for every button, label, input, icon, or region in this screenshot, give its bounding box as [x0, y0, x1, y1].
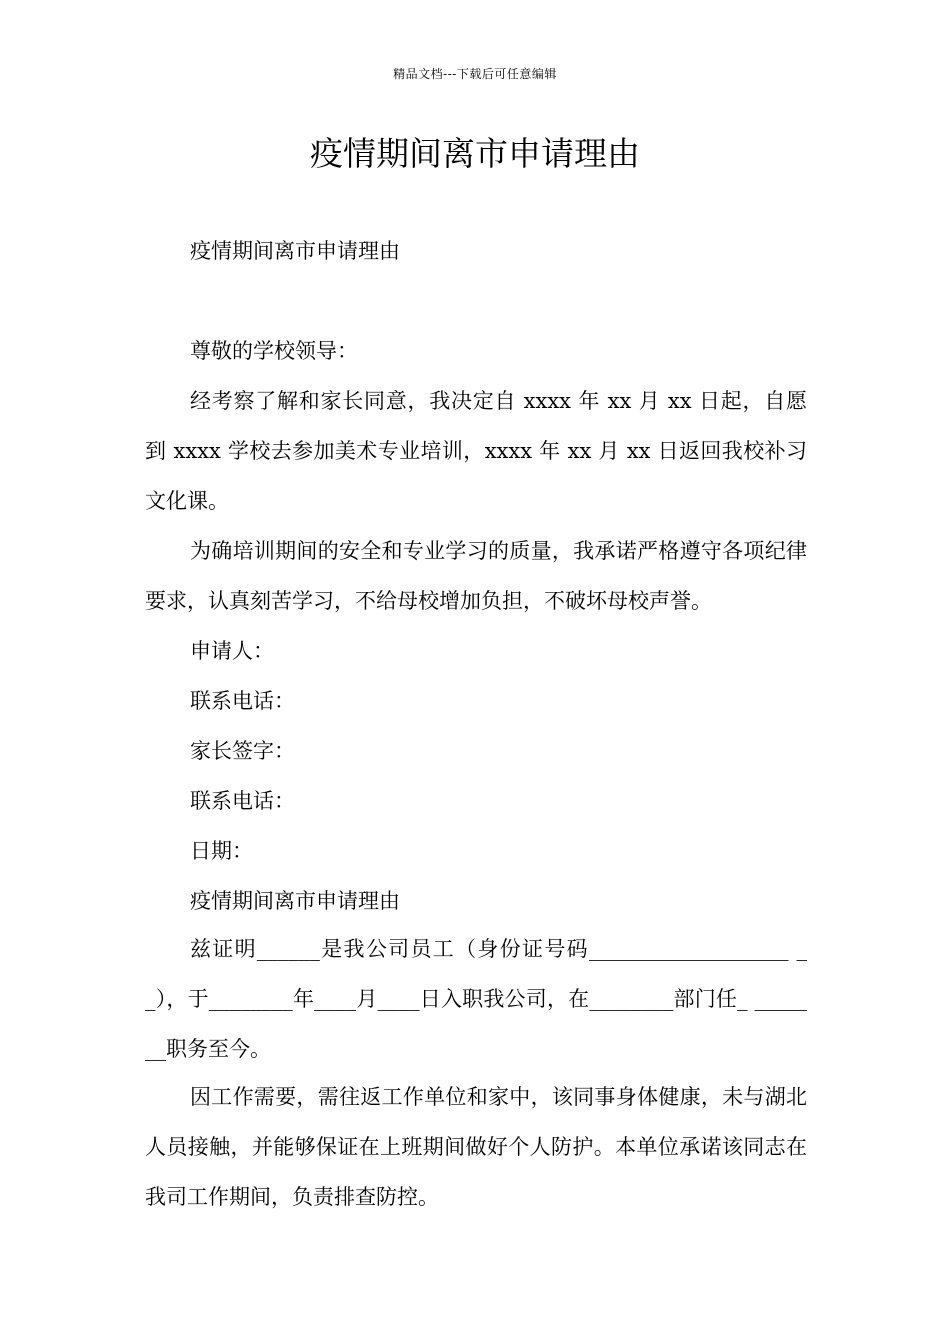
- subtitle-paragraph: 疫情期间离市申请理由: [190, 239, 400, 263]
- date-label: 日期：: [190, 839, 253, 863]
- salutation-paragraph: 尊敬的学校领导：: [190, 339, 358, 363]
- certificate-commitment-paragraph: 因工作需要，需往返工作单位和家中，该同事身体健康，未与湖北人员接触，并能够保证在上班期间做好个人防护。本单位承诺该同志在我司工作期间，负责排查防控。: [145, 1085, 807, 1209]
- second-section-title: 疫情期间离市申请理由: [190, 889, 400, 913]
- applicant-phone-label: 联系电话：: [190, 689, 295, 713]
- parent-phone-label: 联系电话：: [190, 789, 295, 813]
- applicant-label: 申请人：: [190, 639, 274, 663]
- parent-signature-label: 家长签字：: [190, 739, 295, 763]
- body-paragraph-commitment: 为确培训期间的安全和专业学习的质量，我承诺严格遵守各项纪律要求，认真刻苦学习，不给母校增加负担，不破坏母校声誉。: [145, 539, 807, 613]
- certificate-paragraph: 兹证明______是我公司员工（身份证号码___________________ __），于________年____月____日入职我公司，在________部门任_ _______职务至今。: [145, 937, 807, 1061]
- header-note: 精品文档---下载后可任意编辑: [393, 67, 557, 81]
- document-title: 疫情期间离市申请理由: [310, 134, 640, 173]
- body-paragraph-training: 经考察了解和家长同意，我决定自 xxxx 年 xx 月 xx 日起，自愿到 xxxx 学校去参加美术专业培训，xxxx 年 xx 月 xx 日返回我校补习文化课。: [145, 389, 807, 513]
